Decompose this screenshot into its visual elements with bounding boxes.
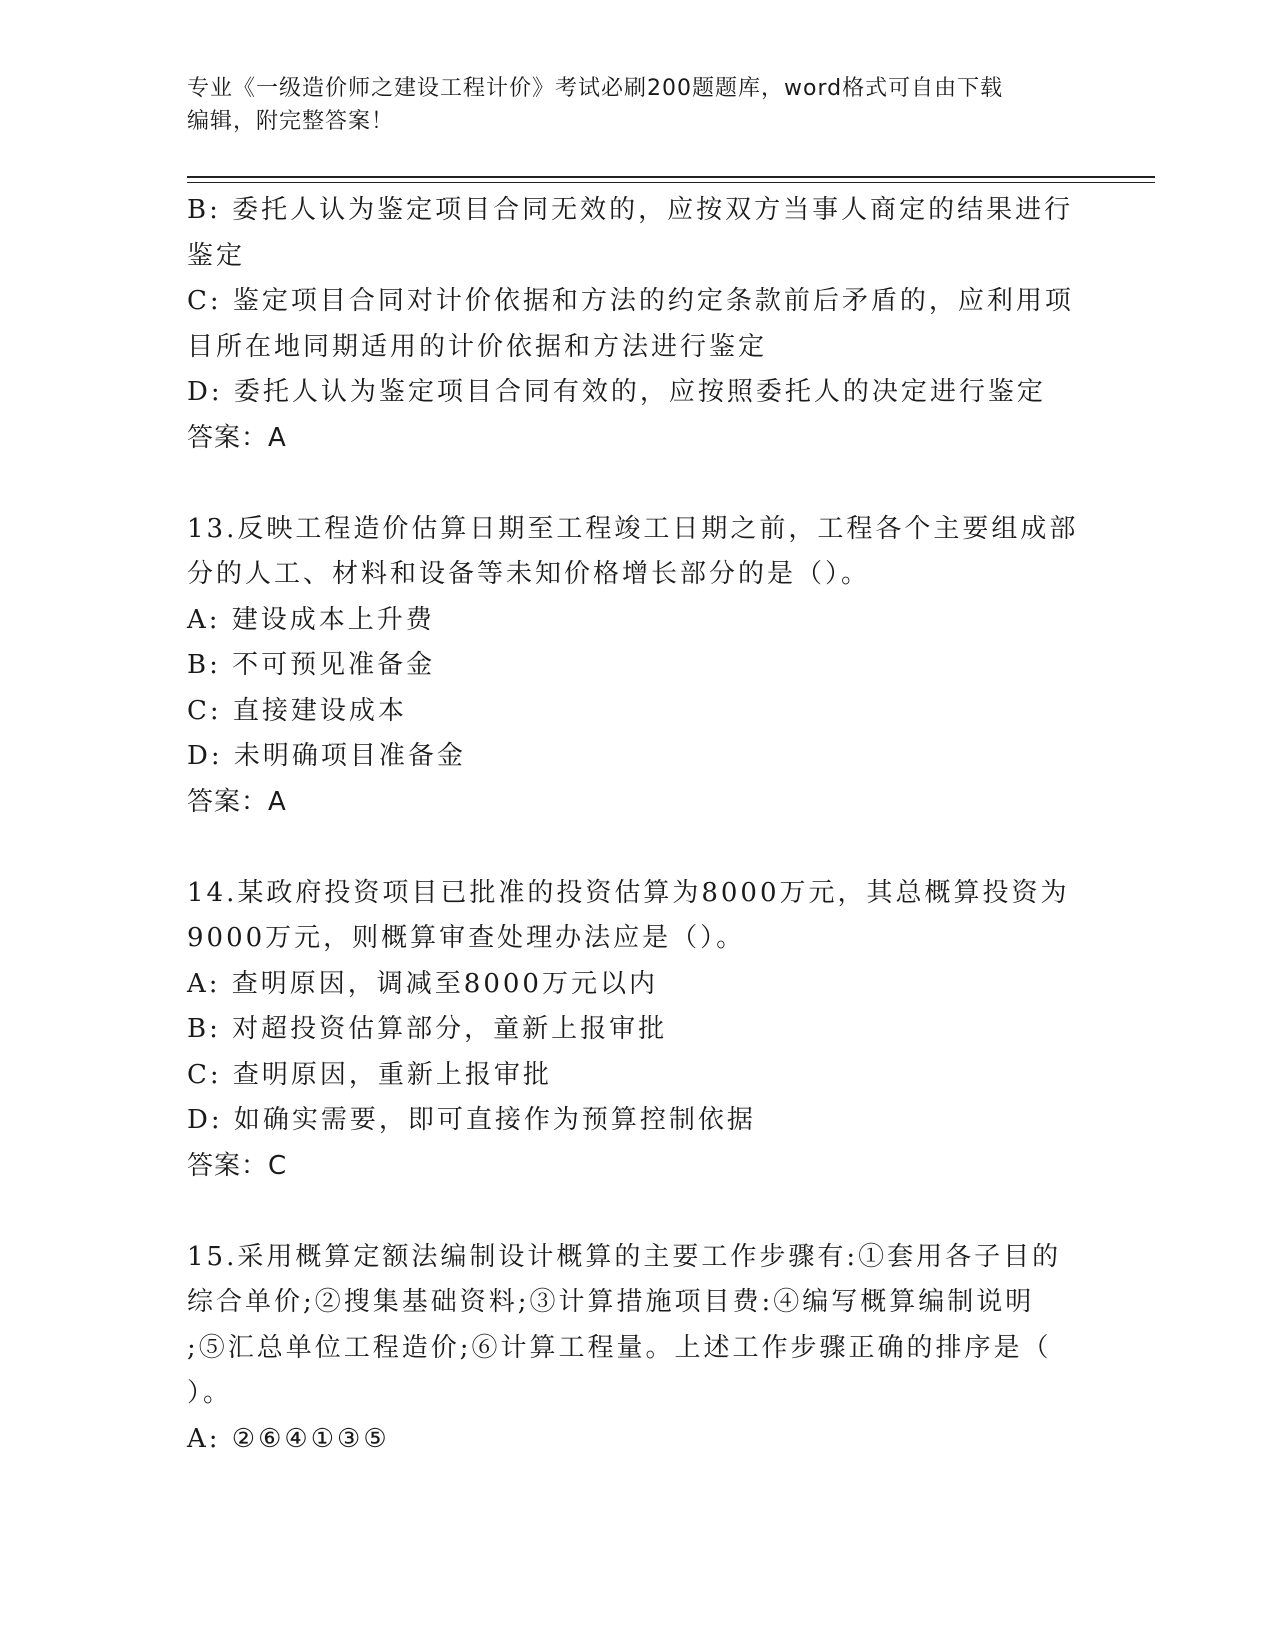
option-a: A: 建设成本上升费 [187, 604, 435, 635]
spacer [187, 825, 1087, 871]
option-c: C: 查明原因，重新上报审批 [187, 1059, 552, 1090]
option-a: A: 查明原因，调减至8000万元以内 [187, 968, 658, 999]
header-line-1: 专业《一级造价师之建设工程计价》考试必刷200题题库，word格式可自由下载 [187, 76, 1004, 101]
question-stem-line-1: 14.某政府投资项目已批准的投资估算为8000万元，其总概算投资为 [187, 877, 1070, 908]
header-line-2: 编辑，附完整答案！ [187, 109, 395, 134]
option-b: B: 对超投资估算部分，童新上报审批 [187, 1014, 668, 1044]
question-15 [187, 1235, 1087, 1463]
option-d: D: 委托人认为鉴定项目合同有效的，应按照委托人的决定进行鉴定 [187, 377, 1046, 407]
question-stem-line-3: ;⑤汇总单位工程造价;⑥计算工程量。上述工作步骤正确的排序是（ [187, 1332, 1052, 1363]
option-a: A: ②⑥④①③⑤ [187, 1423, 390, 1454]
option-d: D: 未明确项目准备金 [187, 741, 466, 771]
spacer [187, 1189, 1087, 1235]
question-stem-line-2: 9000万元，则概算审查处理办法应是（）。 [187, 923, 746, 953]
spacer [187, 461, 1087, 507]
question-13 [187, 507, 1087, 826]
option-d: D: 如确实需要，即可直接作为预算控制依据 [187, 1105, 756, 1135]
answer: 答案：C [187, 1150, 288, 1181]
question-14 [187, 871, 1087, 1190]
question-stem-line-1: 15.采用概算定额法编制设计概算的主要工作步骤有:①套用各子目的 [187, 1241, 1062, 1272]
option-b-line-2: 鉴定 [187, 240, 246, 271]
answer: 答案：A [187, 422, 287, 453]
question-stem-line-1: 13.反映工程造价估算日期至工程竣工日期之前，工程各个主要组成部 [187, 513, 1079, 544]
question-stem-line-4: ）。 [187, 1378, 233, 1408]
question-stem-line-2: 综合单价;②搜集基础资料;③计算措施项目费:④编写概算编制说明 [187, 1287, 1035, 1317]
question-12-continued [187, 188, 1087, 461]
document-header [187, 72, 1067, 138]
header-divider-thin [187, 182, 1155, 183]
question-content [187, 188, 1087, 1462]
option-b-line-1: B: 委托人认为鉴定项目合同无效的，应按双方当事人商定的结果进行 [187, 195, 1074, 225]
option-c-line-1: C: 鉴定项目合同对计价依据和方法的约定条款前后矛盾的，应利用项 [187, 286, 1074, 316]
answer: 答案：A [187, 786, 287, 817]
option-b: B: 不可预见准备金 [187, 650, 436, 680]
question-stem-line-2: 分的人工、材料和设备等未知价格增长部分的是（）。 [187, 559, 871, 589]
header-divider-thick [187, 176, 1155, 178]
option-c: C: 直接建设成本 [187, 695, 407, 726]
option-c-line-2: 目所在地同期适用的计价依据和方法进行鉴定 [187, 331, 768, 362]
